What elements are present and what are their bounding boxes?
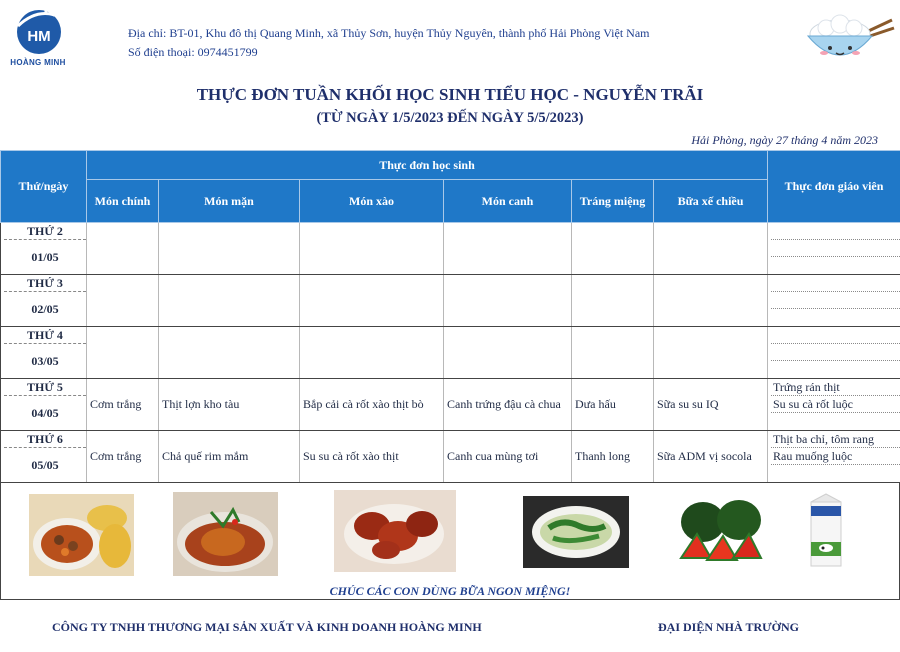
teacher-item: Rau muống luộc <box>771 448 900 465</box>
date-label: 04/05 <box>31 406 59 420</box>
food-photo-stew <box>29 494 134 576</box>
header-soup: Món canh <box>444 180 572 223</box>
menu-cell <box>87 223 159 275</box>
teacher-item <box>771 413 900 430</box>
day-label: THỨ 6 <box>4 431 86 448</box>
teacher-item <box>771 309 900 326</box>
menu-cell <box>159 223 300 275</box>
menu-cell: Chả quế rim mắm <box>159 431 300 483</box>
menu-cell: Cơm trắng <box>87 379 159 431</box>
menu-cell: Thanh long <box>572 431 654 483</box>
day-label: THỨ 2 <box>4 223 86 240</box>
table-row <box>1 275 900 327</box>
table-row <box>1 431 900 483</box>
menu-cell <box>159 275 300 327</box>
menu-cell <box>87 327 159 379</box>
day-cell <box>1 431 87 483</box>
date-label: 01/05 <box>31 250 59 264</box>
teacher-item <box>771 361 900 378</box>
day-label: THỨ 5 <box>4 379 86 396</box>
teacher-item <box>771 223 900 240</box>
svg-text:HM: HM <box>27 28 51 45</box>
teacher-item <box>771 344 900 361</box>
date-label: 02/05 <box>31 302 59 316</box>
header-student-menu: Thực đơn học sinh <box>87 151 768 180</box>
weekly-menu-table <box>0 150 900 483</box>
header-day: Thứ/ngày <box>1 151 87 223</box>
day-label: THỨ 3 <box>4 275 86 292</box>
menu-cell <box>654 275 768 327</box>
teacher-item <box>771 465 900 482</box>
menu-cell <box>572 223 654 275</box>
day-label: THỨ 4 <box>4 327 86 344</box>
header-main-dish: Món chính <box>87 180 159 223</box>
header-savory-dish: Món mặn <box>159 180 300 223</box>
menu-cell <box>654 327 768 379</box>
date-range-subtitle: (TỪ NGÀY 1/5/2023 ĐẾN NGÀY 5/5/2023) <box>316 110 584 126</box>
menu-cell: Sữa ADM vị socola <box>654 431 768 483</box>
date-line: Hải Phòng, ngày 27 tháng 4 năm 2023 <box>691 133 878 147</box>
page-title: THỰC ĐƠN TUẦN KHỐI HỌC SINH TIỂU HỌC - NGUYỄN TRÃI <box>196 85 704 104</box>
menu-cell <box>300 275 444 327</box>
teacher-item <box>771 327 900 344</box>
teacher-item <box>771 292 900 309</box>
food-photo-ribs <box>334 490 456 572</box>
teacher-cell <box>768 431 900 483</box>
teacher-item <box>771 240 900 257</box>
rice-bowl-icon <box>800 8 896 74</box>
header-stir-fry: Món xào <box>300 180 444 223</box>
phone-text: Số điện thoại: 0974451799 <box>128 45 258 59</box>
menu-cell: Dưa hấu <box>572 379 654 431</box>
teacher-cell <box>768 379 900 431</box>
menu-cell: Canh cua mùng tơi <box>444 431 572 483</box>
teacher-cell <box>768 327 900 379</box>
header-afternoon-snack: Bữa xế chiều <box>654 180 768 223</box>
date-label: 03/05 <box>31 354 59 368</box>
header-teacher-menu: Thực đơn giáo viên <box>768 151 900 223</box>
food-images-panel <box>0 482 900 600</box>
header-dessert: Tráng miệng <box>572 180 654 223</box>
menu-cell <box>444 223 572 275</box>
menu-cell <box>444 327 572 379</box>
food-photo-soup <box>523 496 629 568</box>
menu-cell: Sữa su su IQ <box>654 379 768 431</box>
food-photo-watermelon <box>677 498 763 566</box>
day-cell <box>1 223 87 275</box>
table-row <box>1 223 900 275</box>
company-name: CÔNG TY TNHH THƯƠNG MẠI SẢN XUẤT VÀ KINH DOANH HOÀNG MINH <box>52 620 482 634</box>
menu-cell <box>300 327 444 379</box>
menu-cell: Canh trứng đậu cà chua <box>444 379 572 431</box>
day-cell <box>1 327 87 379</box>
menu-cell: Cơm trắng <box>87 431 159 483</box>
menu-cell: Bắp cải cà rốt xào thịt bò <box>300 379 444 431</box>
address-text: Địa chỉ: BT-01, Khu đô thị Quang Minh, xã Thủy Sơn, huyện Thủy Nguyên, thành phố Hải Phòng Việt Nam <box>128 26 650 40</box>
date-label: 05/05 <box>31 458 59 472</box>
menu-cell <box>444 275 572 327</box>
school-representative: ĐẠI DIỆN NHÀ TRƯỜNG <box>658 620 800 634</box>
menu-cell <box>87 275 159 327</box>
menu-cell <box>159 327 300 379</box>
menu-cell: Su su cà rốt xào thịt <box>300 431 444 483</box>
food-photo-milk-carton <box>807 492 845 570</box>
teacher-item: Su su cà rốt luộc <box>771 396 900 413</box>
enjoy-meal-message: CHÚC CÁC CON DÙNG BỮA NGON MIỆNG! <box>329 584 571 598</box>
food-photo-fish <box>173 492 278 576</box>
teacher-item: Thịt ba chỉ, tôm rang <box>771 431 900 448</box>
menu-cell <box>300 223 444 275</box>
day-cell <box>1 275 87 327</box>
menu-cell <box>572 275 654 327</box>
logo-text: HOÀNG MINH <box>10 58 66 67</box>
teacher-item <box>771 275 900 292</box>
menu-cell: Thịt lợn kho tàu <box>159 379 300 431</box>
teacher-cell <box>768 223 900 275</box>
menu-cell <box>654 223 768 275</box>
teacher-item: Trứng rán thịt <box>771 379 900 396</box>
teacher-item <box>771 257 900 274</box>
menu-cell <box>572 327 654 379</box>
table-row <box>1 379 900 431</box>
teacher-cell <box>768 275 900 327</box>
day-cell <box>1 379 87 431</box>
table-row <box>1 327 900 379</box>
